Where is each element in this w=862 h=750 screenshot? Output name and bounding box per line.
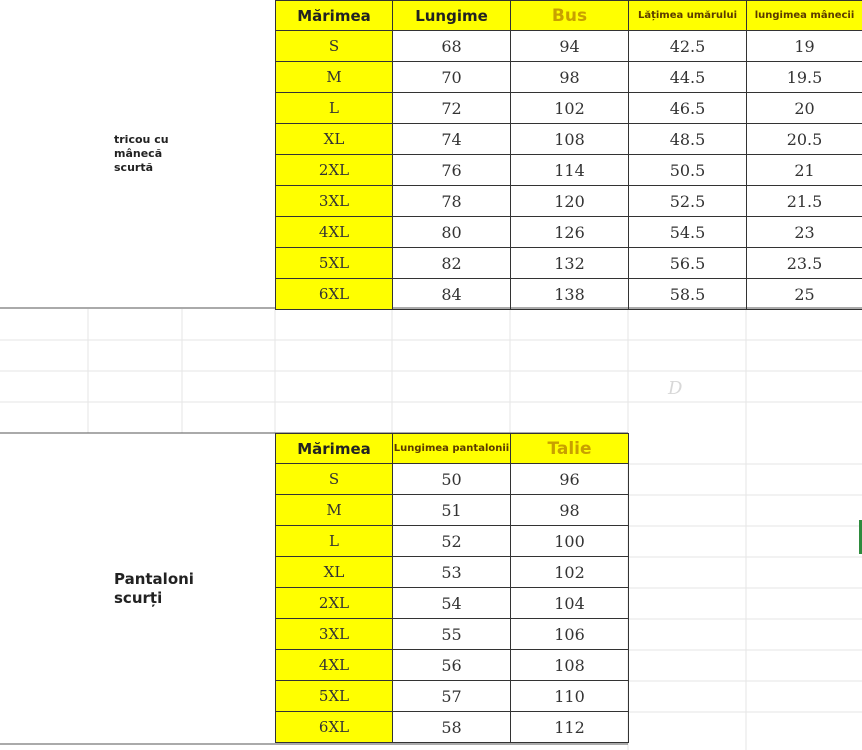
value-cell: 98	[511, 62, 629, 93]
table-row	[276, 248, 862, 279]
table-row	[276, 681, 629, 712]
size-cell: 5XL	[276, 681, 393, 712]
value-cell: 20.5	[747, 124, 862, 155]
table-row	[276, 495, 629, 526]
table-row	[276, 557, 629, 588]
size-cell: 3XL	[276, 186, 393, 217]
value-cell: 42.5	[629, 31, 747, 62]
value-cell: 53	[393, 557, 511, 588]
shorts-header-1: Lungimea pantalonii	[393, 434, 511, 464]
size-cell: 4XL	[276, 650, 393, 681]
shorts-header-row	[276, 434, 629, 464]
size-cell: XL	[276, 124, 393, 155]
shorts-header-0: Mărimea	[276, 434, 393, 464]
value-cell: 110	[511, 681, 629, 712]
value-cell: 58.5	[629, 279, 747, 310]
value-cell: 96	[511, 464, 629, 495]
value-cell: 104	[511, 588, 629, 619]
size-cell: 6XL	[276, 279, 393, 310]
value-cell: 70	[393, 62, 511, 93]
value-cell: 52.5	[629, 186, 747, 217]
value-cell: 126	[511, 217, 629, 248]
value-cell: 50.5	[629, 155, 747, 186]
size-cell: 4XL	[276, 217, 393, 248]
table-row	[276, 124, 862, 155]
value-cell: 102	[511, 93, 629, 124]
value-cell: 55	[393, 619, 511, 650]
value-cell: 106	[511, 619, 629, 650]
value-cell: 68	[393, 31, 511, 62]
shorts-header-2: Talie	[511, 434, 629, 464]
value-cell: 21	[747, 155, 862, 186]
value-cell: 74	[393, 124, 511, 155]
size-cell: 5XL	[276, 248, 393, 279]
shirt-header-2: Bus	[511, 1, 629, 31]
shirt-header-3: Lățimea umărului	[629, 1, 747, 31]
shorts-size-table	[275, 433, 629, 743]
shirt-section-label: tricou cu mânecă scurtă	[114, 133, 169, 174]
value-cell: 98	[511, 495, 629, 526]
value-cell: 23	[747, 217, 862, 248]
value-cell: 76	[393, 155, 511, 186]
table-row	[276, 650, 629, 681]
size-cell: L	[276, 526, 393, 557]
size-cell: 2XL	[276, 155, 393, 186]
table-row	[276, 279, 862, 310]
value-cell: 46.5	[629, 93, 747, 124]
size-cell: L	[276, 93, 393, 124]
table-row	[276, 217, 862, 248]
value-cell: 82	[393, 248, 511, 279]
value-cell: 132	[511, 248, 629, 279]
table-row	[276, 155, 862, 186]
value-cell: 102	[511, 557, 629, 588]
value-cell: 51	[393, 495, 511, 526]
value-cell: 58	[393, 712, 511, 743]
value-cell: 94	[511, 31, 629, 62]
value-cell: 20	[747, 93, 862, 124]
value-cell: 57	[393, 681, 511, 712]
value-cell: 56	[393, 650, 511, 681]
size-cell: S	[276, 31, 393, 62]
value-cell: 78	[393, 186, 511, 217]
value-cell: 138	[511, 279, 629, 310]
value-cell: 108	[511, 124, 629, 155]
value-cell: 80	[393, 217, 511, 248]
table-row	[276, 588, 629, 619]
table-row	[276, 712, 629, 743]
table-row	[276, 31, 862, 62]
shirt-header-row	[276, 1, 862, 31]
shorts-section-label: Pantaloni scurți	[114, 570, 194, 607]
size-cell: XL	[276, 557, 393, 588]
value-cell: 19	[747, 31, 862, 62]
value-cell: 52	[393, 526, 511, 557]
size-cell: M	[276, 62, 393, 93]
size-cell: 3XL	[276, 619, 393, 650]
value-cell: 54.5	[629, 217, 747, 248]
value-cell: 114	[511, 155, 629, 186]
shirt-size-table	[275, 0, 862, 310]
value-cell: 48.5	[629, 124, 747, 155]
value-cell: 21.5	[747, 186, 862, 217]
value-cell: 112	[511, 712, 629, 743]
size-cell: S	[276, 464, 393, 495]
table-row	[276, 526, 629, 557]
value-cell: 25	[747, 279, 862, 310]
value-cell: 23.5	[747, 248, 862, 279]
value-cell: 19.5	[747, 62, 862, 93]
value-cell: 56.5	[629, 248, 747, 279]
shirt-header-1: Lungime	[393, 1, 511, 31]
size-cell: M	[276, 495, 393, 526]
size-cell: 2XL	[276, 588, 393, 619]
table-row	[276, 186, 862, 217]
table-row	[276, 62, 862, 93]
table-row	[276, 619, 629, 650]
shirt-header-4: lungimea mânecii	[747, 1, 862, 31]
shirt-header-0: Mărimea	[276, 1, 393, 31]
size-cell: 6XL	[276, 712, 393, 743]
value-cell: 72	[393, 93, 511, 124]
table-row	[276, 93, 862, 124]
value-cell: 44.5	[629, 62, 747, 93]
table-row	[276, 464, 629, 495]
value-cell: 108	[511, 650, 629, 681]
watermark-glyph: D	[668, 378, 683, 399]
value-cell: 84	[393, 279, 511, 310]
value-cell: 120	[511, 186, 629, 217]
value-cell: 100	[511, 526, 629, 557]
value-cell: 50	[393, 464, 511, 495]
value-cell: 54	[393, 588, 511, 619]
